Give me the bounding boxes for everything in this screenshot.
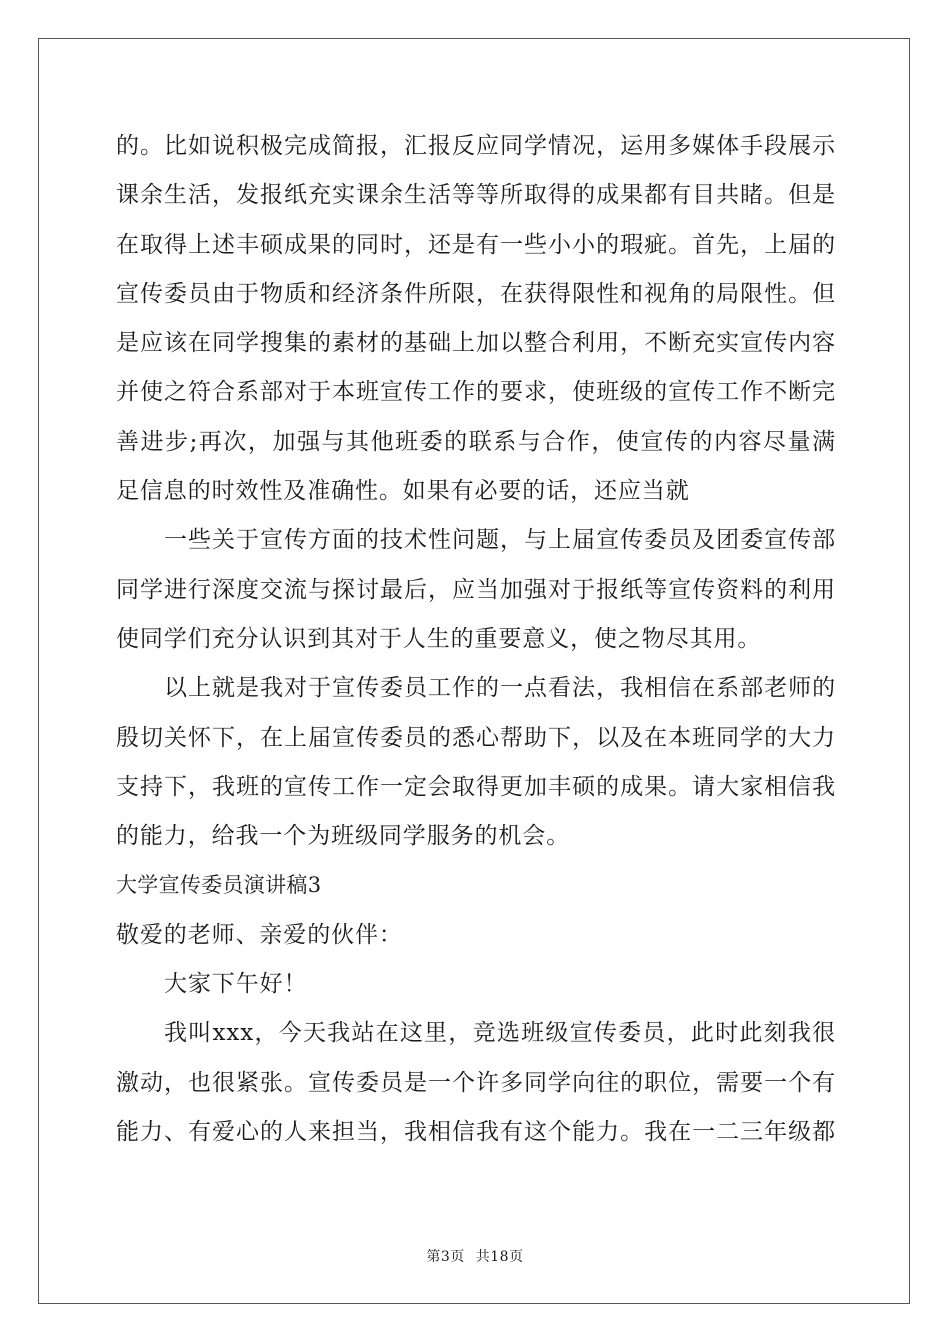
text-line: 激动，也很紧张。宣传委员是一个许多同学向往的职位，需要一个有 bbox=[116, 1069, 836, 1096]
text-line: 同学进行深度交流与探讨最后，应当加强对于报纸等宣传资料的利用 bbox=[116, 576, 836, 603]
page-number: 第3页 bbox=[426, 1249, 465, 1265]
text-line: 在取得上述丰硕成果的同时，还是有一些小小的瑕疵。首先，上届的 bbox=[116, 231, 836, 258]
section-heading: 大学宣传委员演讲稿3 bbox=[116, 873, 322, 898]
text-line: 我叫xxx，今天我站在这里，竞选班级宣传委员，此时此刻我很 bbox=[164, 1020, 836, 1047]
text-line: 殷切关怀下，在上届宣传委员的悉心帮助下，以及在本班同学的大力 bbox=[116, 724, 836, 751]
text-line: 并使之符合系部对于本班宣传工作的要求，使班级的宣传工作不断完 bbox=[116, 379, 836, 406]
text-line: 支持下，我班的宣传工作一定会取得更加丰硕的成果。请大家相信我 bbox=[116, 773, 836, 800]
page-total: 共18页 bbox=[475, 1249, 524, 1265]
text-line: 宣传委员由于物质和经济条件所限，在获得限性和视角的局限性。但 bbox=[116, 280, 836, 307]
page-footer bbox=[0, 1246, 950, 1266]
text-line: 是应该在同学搜集的素材的基础上加以整合利用，不断充实宣传内容 bbox=[116, 330, 836, 357]
text-line: 以上就是我对于宣传委员工作的一点看法，我相信在系部老师的 bbox=[164, 675, 836, 702]
text-line: 善进步;再次，加强与其他班委的联系与合作，使宣传的内容尽量满 bbox=[116, 428, 836, 455]
greeting: 大家下午好！ bbox=[164, 971, 308, 998]
document-body bbox=[116, 122, 836, 1157]
salutation: 敬爱的老师、亲爱的伙伴： bbox=[116, 921, 403, 948]
text-line: 一些关于宣传方面的技术性问题，与上届宣传委员及团委宣传部 bbox=[164, 527, 836, 554]
text-line: 足信息的时效性及准确性。如果有必要的话，还应当就 bbox=[116, 478, 690, 505]
text-line: 的。比如说积极完成简报，汇报反应同学情况，运用多媒体手段展示 bbox=[116, 133, 836, 159]
text-line: 使同学们充分认识到其对于人生的重要意义，使之物尽其用。 bbox=[116, 625, 762, 652]
text-line: 课余生活，发报纸充实课余生活等等所取得的成果都有目共睹。但是 bbox=[116, 182, 836, 209]
text-line: 的能力，给我一个为班级同学服务的机会。 bbox=[116, 823, 571, 850]
text-line: 能力、有爱心的人来担当，我相信我有这个能力。我在一二三年级都 bbox=[116, 1118, 836, 1145]
